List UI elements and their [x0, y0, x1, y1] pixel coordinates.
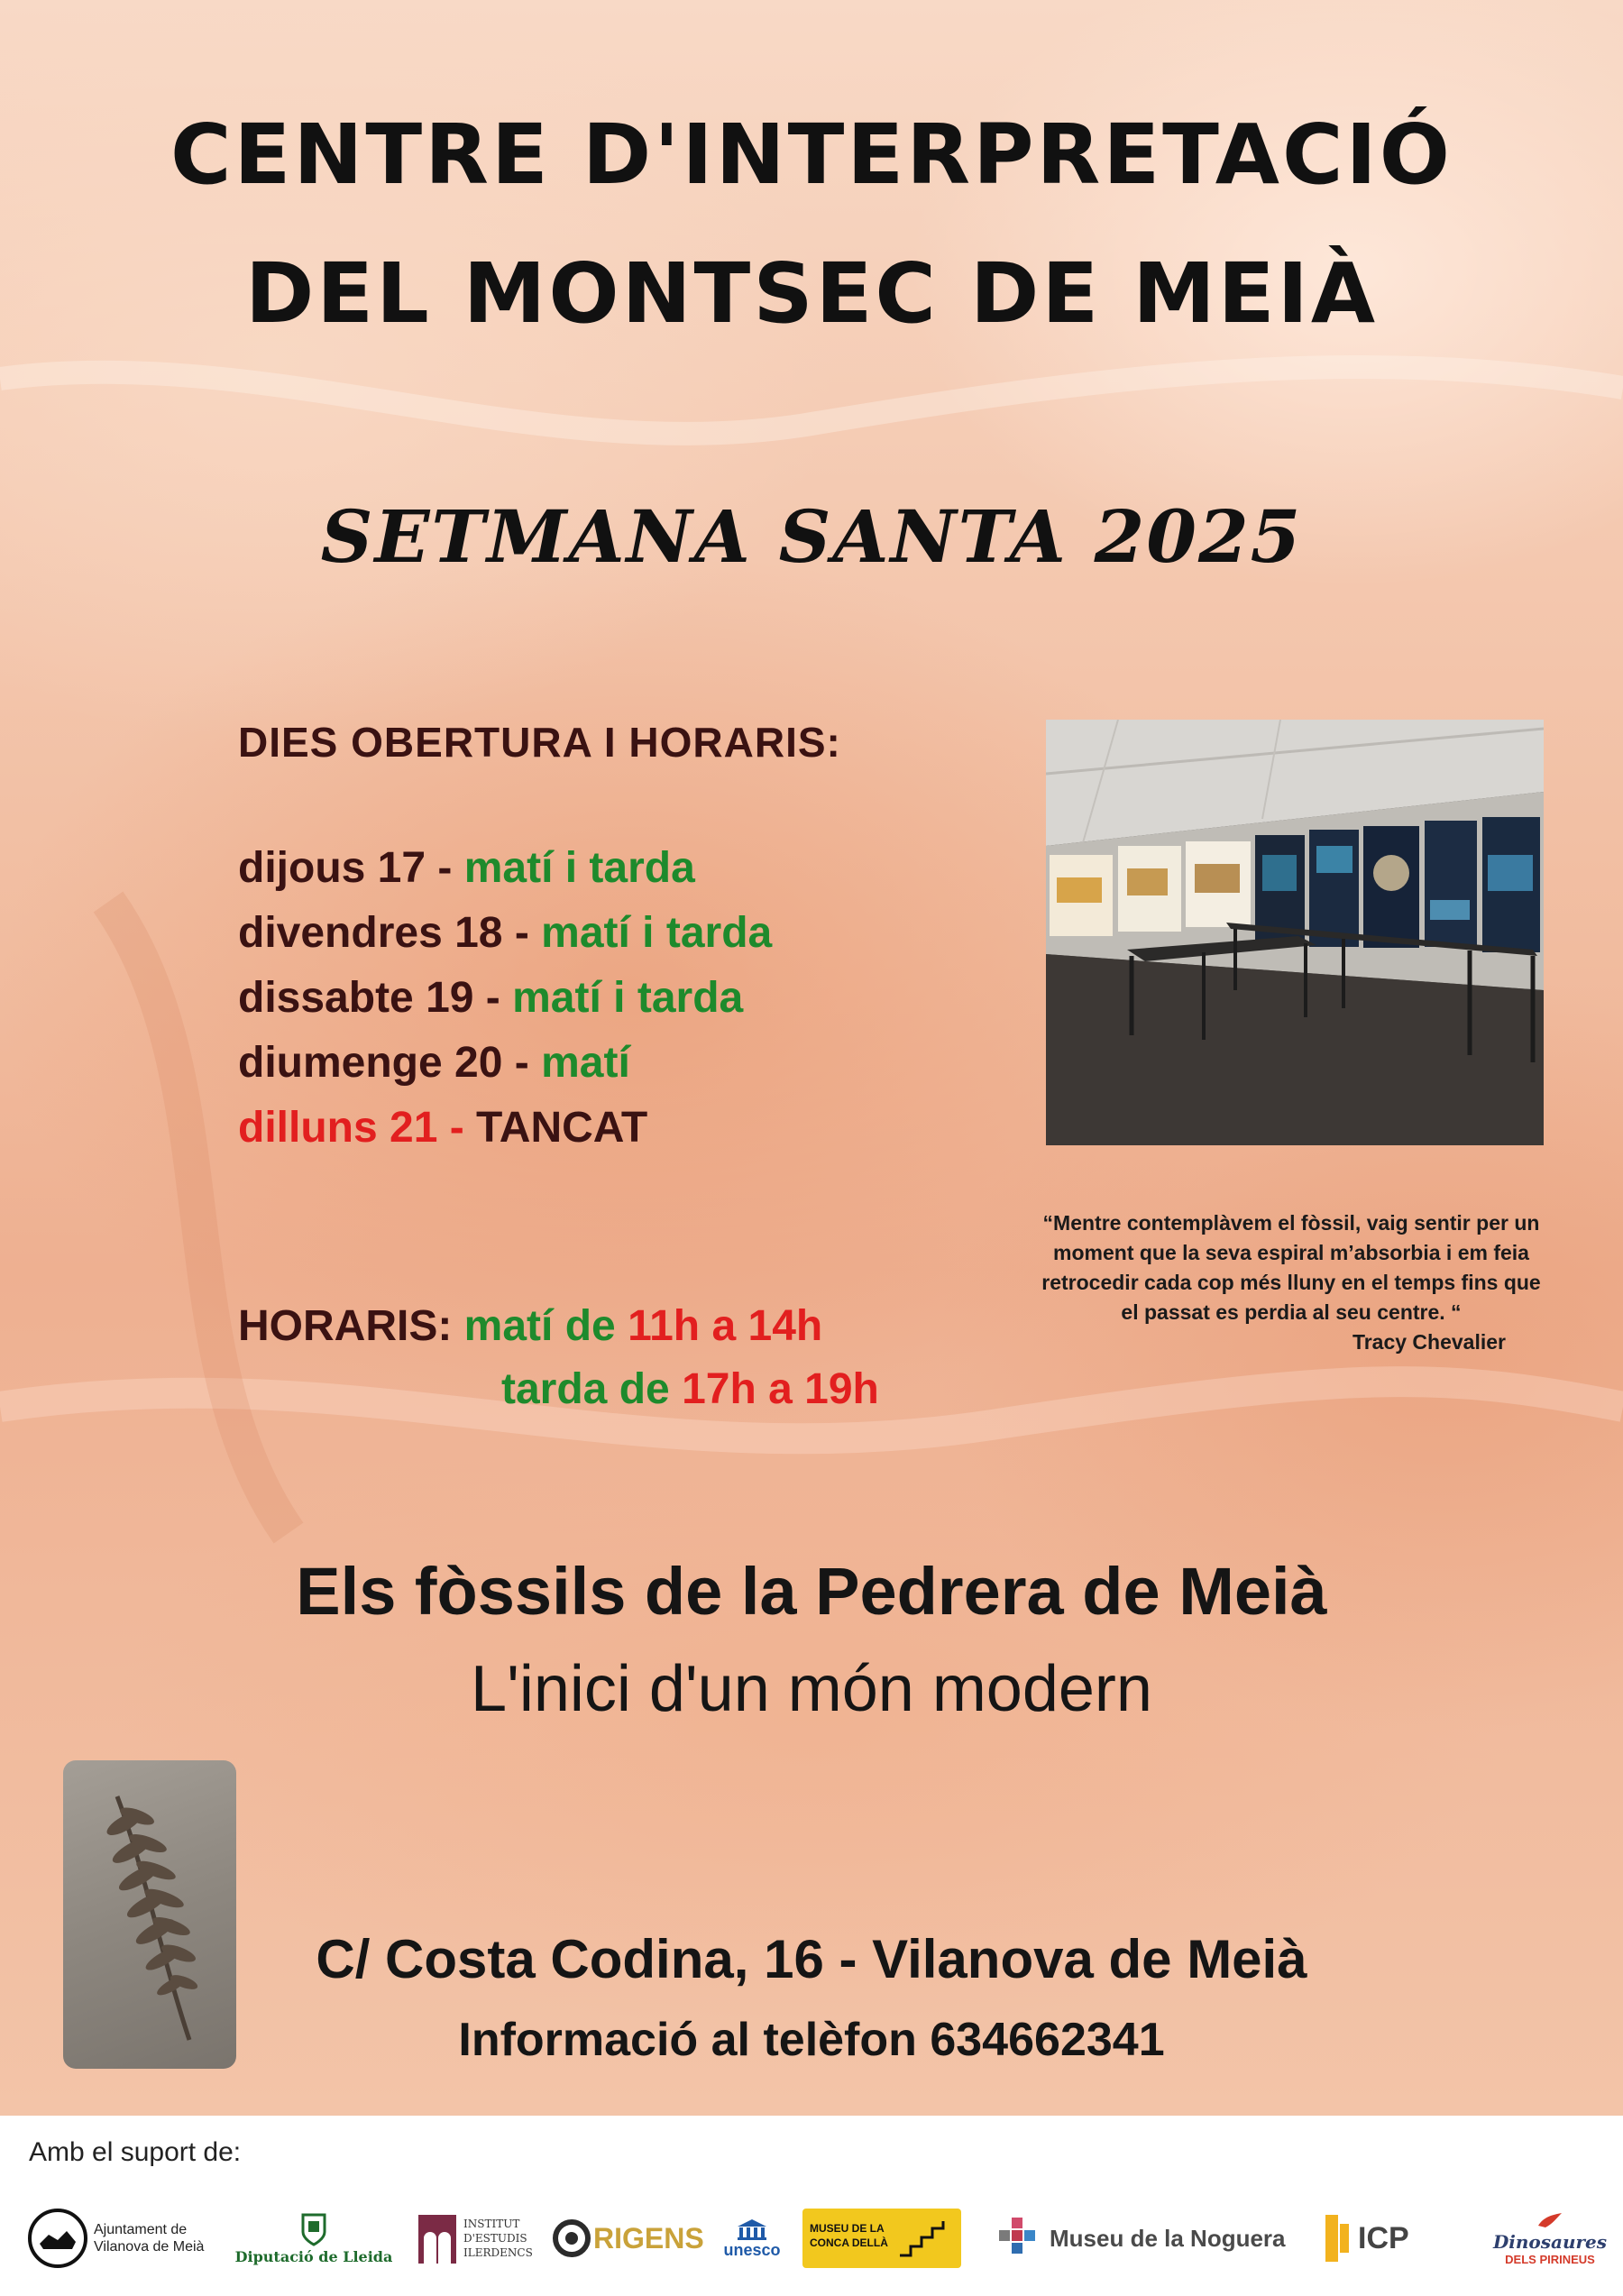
day-row — [238, 973, 772, 1038]
quote — [1039, 1208, 1544, 1357]
quote-author: Tracy Chevalier — [1352, 1330, 1506, 1354]
stairs-icon — [900, 2221, 954, 2257]
logo-dinosaures — [1482, 2202, 1618, 2274]
day-separator: - — [502, 1039, 542, 1087]
dinosaures-line2: DELS PIRINEUS — [1505, 2252, 1595, 2266]
exhibition-title: Els fòssils de la Pedrera de Meià — [296, 1554, 1327, 1629]
day-row — [238, 908, 772, 973]
ajuntament-line2: Vilanova de Meià — [94, 2239, 205, 2255]
logo-origens — [552, 2202, 705, 2274]
logo-ajuntament — [27, 2202, 225, 2274]
morning-hours — [238, 1295, 879, 1358]
logo-museu-conca — [802, 2202, 965, 2274]
day-row — [238, 1103, 772, 1168]
day-label: dijous 17 — [238, 844, 426, 892]
day-status: matí i tarda — [512, 974, 744, 1022]
ajuntament-line1: Ajuntament de — [94, 2222, 188, 2237]
day-row — [238, 1038, 772, 1103]
bird-icon — [1536, 2211, 1563, 2231]
afternoon-time: 17h a 19h — [682, 1365, 879, 1413]
support-label: Amb el suport de: — [29, 2137, 242, 2167]
day-label: divendres 18 — [238, 909, 503, 957]
icp-label: ICP — [1358, 2220, 1409, 2255]
address: C/ Costa Codina, 16 - Vilanova de Meià — [316, 1929, 1307, 1989]
logo-iei — [417, 2202, 534, 2274]
iei-line2: D'ESTUDIS — [463, 2232, 527, 2245]
unesco-label: unesco — [723, 2240, 781, 2259]
iei-line3: ILERDENCS — [463, 2246, 533, 2259]
morning-time: 11h a 14h — [628, 1302, 823, 1350]
day-row — [238, 843, 772, 908]
diputacio-label: Diputació de Lleida — [234, 2247, 393, 2265]
exhibition-subtitle: L'inici d'un món modern — [471, 1653, 1152, 1725]
iei-line1: INSTITUT — [463, 2218, 520, 2230]
schedule-heading: DIES OBERTURA I HORARIS: — [238, 719, 841, 766]
day-status: TANCAT — [476, 1104, 648, 1152]
afternoon-label: tarda de — [501, 1365, 670, 1413]
day-separator: - — [426, 844, 464, 892]
logo-museu-noguera — [995, 2202, 1302, 2274]
unesco-temple-icon — [734, 2218, 770, 2241]
days-list — [238, 843, 772, 1168]
afternoon-hours — [238, 1358, 879, 1421]
day-label: dilluns 21 — [238, 1104, 438, 1152]
day-label: diumenge 20 — [238, 1039, 503, 1087]
iei-arches-icon — [417, 2211, 458, 2265]
quote-text: “Mentre contemplàvem el fòssil, vaig sentir per un moment que la seva espiral m’absorbia i em feia retrocedir cada cop més lluny en el temps fins que el passat es perdia al seu centre. “ — [1041, 1211, 1541, 1324]
origens-spiral-icon — [552, 2218, 591, 2258]
logo-icp — [1322, 2202, 1466, 2274]
title-line-2: DEL MONTSEC DE MEIÀ — [244, 245, 1379, 342]
sponsors-footer — [0, 2116, 1623, 2296]
exhibition-room-photo — [1046, 720, 1544, 1145]
day-separator: - — [473, 974, 513, 1022]
diputacio-shield-icon — [300, 2212, 327, 2246]
museu-conca-line1: MUSEU DE LA — [810, 2222, 885, 2235]
origens-label: RIGENS — [593, 2221, 704, 2255]
hours-block — [238, 1295, 879, 1421]
day-status: matí i tarda — [541, 909, 773, 957]
day-label: dissabte 19 — [238, 974, 474, 1022]
museu-noguera-label: Museu de la Noguera — [1050, 2224, 1286, 2252]
day-separator: - — [502, 909, 542, 957]
museu-conca-line2: CONCA DELLÀ — [810, 2236, 888, 2249]
event-title: SETMANA SANTA 2025 — [320, 494, 1303, 579]
day-separator: - — [437, 1104, 477, 1152]
day-status: matí i tarda — [463, 844, 695, 892]
day-status: matí — [541, 1039, 630, 1087]
hours-label: HORARIS: — [238, 1302, 453, 1350]
logo-diputacio — [233, 2202, 395, 2274]
icp-bar-icon — [1322, 2211, 1354, 2265]
noguera-squares-icon — [995, 2216, 1041, 2261]
phone-info: Informació al telèfon 634662341 — [458, 2014, 1165, 2066]
ajuntament-emblem-icon — [27, 2208, 88, 2269]
logo-unesco — [716, 2202, 788, 2274]
title-line-1: CENTRE D'INTERPRETACIÓ — [170, 106, 1453, 203]
morning-label: matí de — [463, 1302, 616, 1350]
museu-conca-badge — [802, 2209, 961, 2268]
dinosaures-line1: Dinosaures — [1492, 2230, 1608, 2253]
